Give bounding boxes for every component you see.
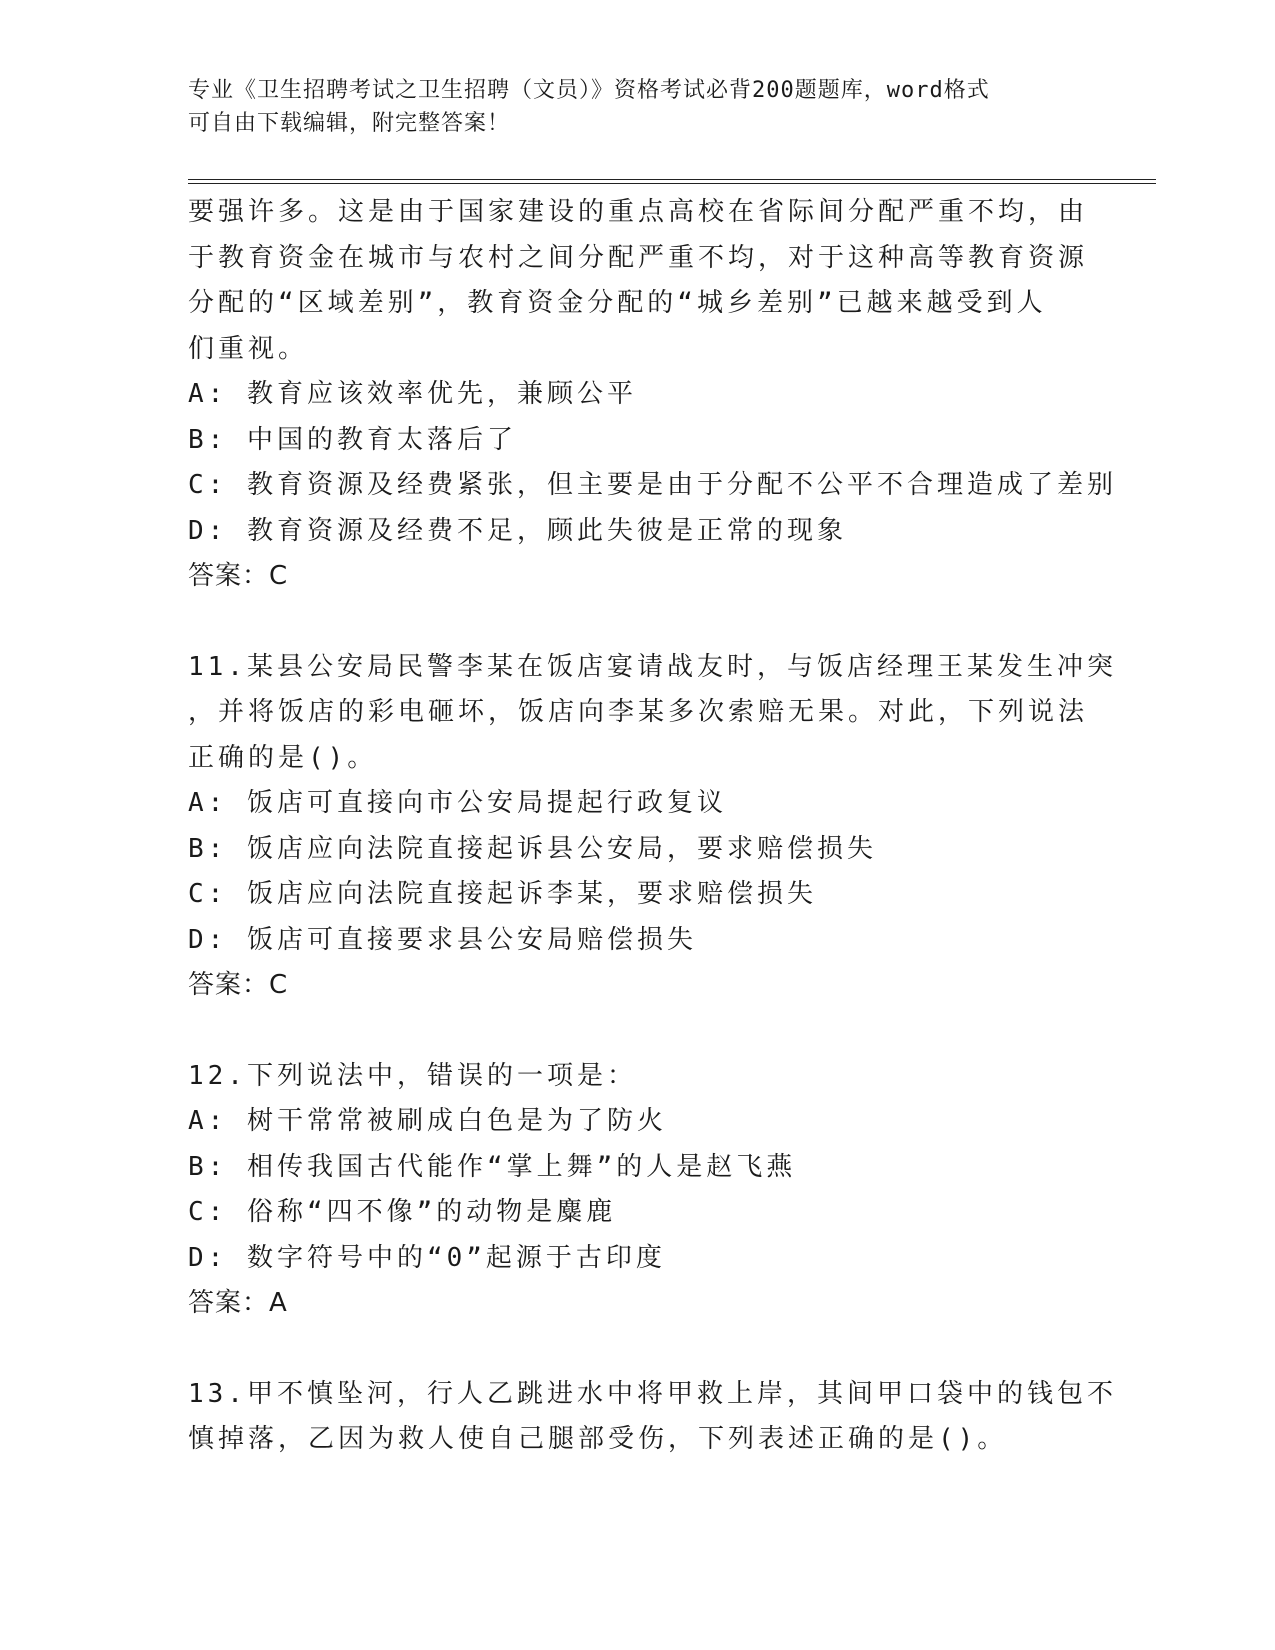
question-stem-line: 11.某县公安局民警李某在饭店宴请战友时，与饭店经理王某发生冲突 (188, 651, 1117, 682)
question-stem-line: 要强许多。这是由于国家建设的重点高校在省际间分配严重不均，由 (188, 197, 1089, 227)
question-stem-line: 13.甲不慎坠河，行人乙跳进水中将甲救上岸，其间甲口袋中的钱包不 (188, 1378, 1117, 1409)
question-stem-line: 分配的“区域差别”，教育资金分配的“城乡差别”已越来越受到人 (188, 288, 1047, 318)
option-d: D: 数字符号中的“0”起源于古印度 (188, 1242, 666, 1273)
question-stem-line: 们重视。 (188, 333, 309, 364)
header-title-line-1: 专业《卫生招聘考试之卫生招聘（文员）》资格考试必背200题题库，word格式 (188, 78, 990, 103)
option-b: B: 中国的教育太落后了 (188, 424, 517, 455)
question-11 (188, 645, 1117, 1009)
option-a: A: 树干常常被刷成白色是为了防火 (188, 1106, 667, 1136)
document-body (188, 190, 1117, 1463)
question-spacer (188, 1009, 1088, 1054)
option-d: D: 教育资源及经费不足，顾此失彼是正常的现象 (188, 515, 847, 546)
option-a: A: 教育应该效率优先，兼顾公平 (188, 379, 637, 409)
header-title-line-2: 可自由下载编辑，附完整答案！ (188, 111, 511, 136)
answer-line: 答案：C (188, 561, 289, 591)
question-stem-line: 正确的是()。 (188, 742, 378, 773)
header-divider-bottom (188, 183, 1156, 184)
answer-line: 答案：A (188, 1288, 288, 1318)
option-b: B: 饭店应向法院直接起诉县公安局，要求赔偿损失 (188, 833, 877, 864)
answer-line: 答案：C (188, 970, 289, 1000)
question-stem-line: ，并将饭店的彩电砸坏，饭店向李某多次索赔无果。对此，下列说法 (188, 697, 1089, 727)
document-header (188, 74, 1068, 140)
header-divider-top (188, 179, 1156, 180)
option-c: C: 饭店应向法院直接起诉李某，要求赔偿损失 (188, 879, 817, 909)
option-a: A: 饭店可直接向市公安局提起行政复议 (188, 788, 727, 818)
question-13 (188, 1372, 1117, 1463)
question-stem-line: 于教育资金在城市与农村之间分配严重不均，对于这种高等教育资源 (188, 242, 1089, 273)
option-c: C: 教育资源及经费紧张，但主要是由于分配不公平不合理造成了差别 (188, 470, 1117, 500)
option-c: C: 俗称“四不像”的动物是麋鹿 (188, 1197, 617, 1227)
question-spacer (188, 600, 1088, 645)
question-12 (188, 1054, 1088, 1327)
option-d: D: 饭店可直接要求县公安局赔偿损失 (188, 924, 697, 955)
question-stem-line: 12.下列说法中，错误的一项是： (188, 1060, 637, 1091)
question-10 (188, 190, 1117, 600)
question-spacer (188, 1327, 1088, 1372)
option-b: B: 相传我国古代能作“掌上舞”的人是赵飞燕 (188, 1151, 797, 1182)
question-stem-line: 慎掉落，乙因为救人使自己腿部受伤，下列表述正确的是()。 (188, 1424, 1008, 1454)
